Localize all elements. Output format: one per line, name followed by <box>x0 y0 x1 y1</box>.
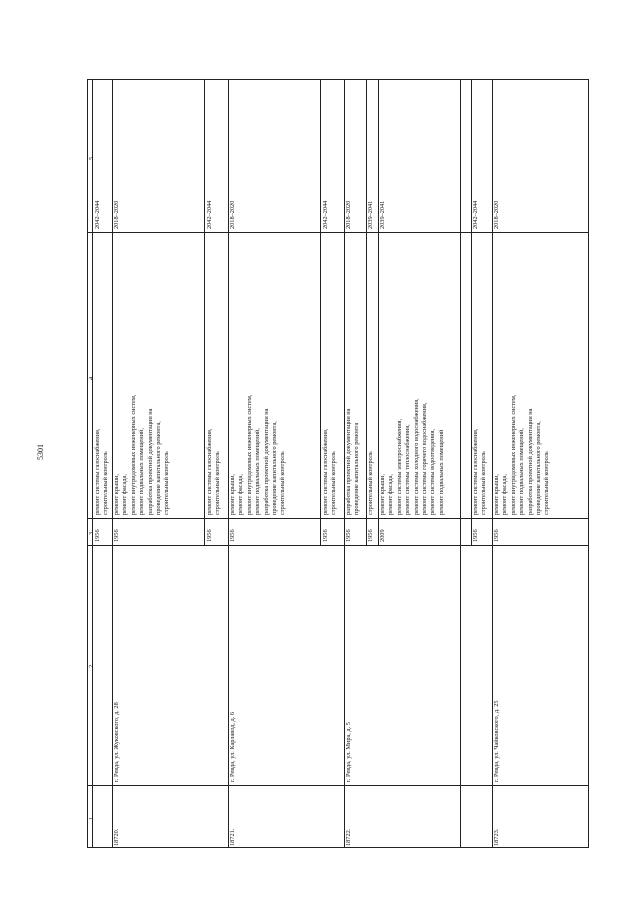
works-list: ремонт крыши, ремонт фасада, ремонт внутридомовых инженерных систем, ремонт подвальных помещений, разработка проектной документации на проведение капитального ремонта, строительный контроль <box>493 394 551 515</box>
repair-period: 2042–2044 <box>472 200 479 229</box>
repair-period: 2042–2044 <box>322 200 329 229</box>
address: г. Ревда, ул. Чайковского, д. 25 <box>493 700 500 782</box>
table-rule <box>87 79 588 80</box>
works-list: ремонт системы газоснабжения, строительный контроль <box>206 428 222 515</box>
table-rule <box>87 232 588 233</box>
works-list: ремонт системы газоснабжения, строительный контроль <box>94 428 110 515</box>
table-rule <box>87 518 588 519</box>
table-rule <box>87 79 88 847</box>
column-number-1: 1 <box>88 816 95 820</box>
year-built: 1956 <box>94 529 101 542</box>
year-built: 1956 <box>206 529 213 542</box>
column-number-3: 3 <box>88 531 95 535</box>
repair-period: 2039–2041 <box>379 200 386 229</box>
repair-period: 2039–2041 <box>367 200 374 229</box>
address: г. Ревда, ул. Карлавод, д. 6 <box>229 711 236 782</box>
table-rule <box>204 79 205 545</box>
repair-period: 2018–2020 <box>493 200 500 229</box>
table-rule <box>87 545 588 546</box>
year-built: 1956 <box>367 529 374 542</box>
table-rule <box>320 79 321 545</box>
table-rule <box>87 785 588 786</box>
works-list: ремонт системы газоснабжения, строительный контроль <box>472 428 488 515</box>
table-rule <box>588 79 589 848</box>
works-list: ремонт системы газоснабжения, строительный контроль <box>322 428 338 515</box>
record-number: 18720. <box>113 828 120 846</box>
year-built: 1956 <box>322 529 329 542</box>
year-built: 2009 <box>379 529 386 542</box>
year-built: 1956 <box>472 529 479 542</box>
column-number-2: 2 <box>88 664 95 668</box>
record-number: 18722. <box>345 828 352 846</box>
works-list: ремонт крыши, ремонт фасада, ремонт внутридомовых инженерных систем, ремонт подвальных помещений, разработка проектной документации на проведение капитального ремонта, строительный контроль <box>113 394 171 515</box>
column-number-5: 5 <box>88 156 95 160</box>
repair-period: 2018–2020 <box>345 200 352 229</box>
works-list: ремонт крыши, ремонт фасада, ремонт внутридомовых инженерных систем, ремонт подвальных помещений, разработка проектной документации на проведение капитального ремонта, строительный контроль <box>229 394 287 515</box>
table-rule <box>92 79 93 847</box>
address: г. Ревда, ул. Жуковского, д. 28 <box>113 702 120 782</box>
works-list: строительный контроль <box>367 451 374 515</box>
address: г. Ревда, ул. Мира, д. 5 <box>345 722 352 782</box>
repair-period: 2042–2044 <box>206 200 213 229</box>
repair-period: 2018–2020 <box>229 200 236 229</box>
table-rule <box>460 79 461 847</box>
year-built: 1956 <box>229 529 236 542</box>
works-list: ремонт крыши, ремонт фасада, ремонт системы электроснабжения, ремонт системы теплоснабжения, ремонт системы холодного водоснабжения, ремонт системы горячего водоснабжения, ремонт системы водоотведения, ремонт подвальных помещений <box>379 398 445 515</box>
year-built: 1956 <box>113 529 120 542</box>
page-number: 5301 <box>36 444 45 460</box>
year-built: 1956 <box>345 529 352 542</box>
repair-period: 2042–2044 <box>94 200 101 229</box>
year-built: 1956 <box>493 529 500 542</box>
record-number: 18721. <box>229 828 236 846</box>
repair-period: 2018–2020 <box>113 200 120 229</box>
works-list: разработка проектной документации на проведение капитального ремонта <box>345 408 361 515</box>
column-number-4: 4 <box>88 376 95 380</box>
record-number: 18723. <box>493 828 500 846</box>
table-rule <box>87 847 589 848</box>
